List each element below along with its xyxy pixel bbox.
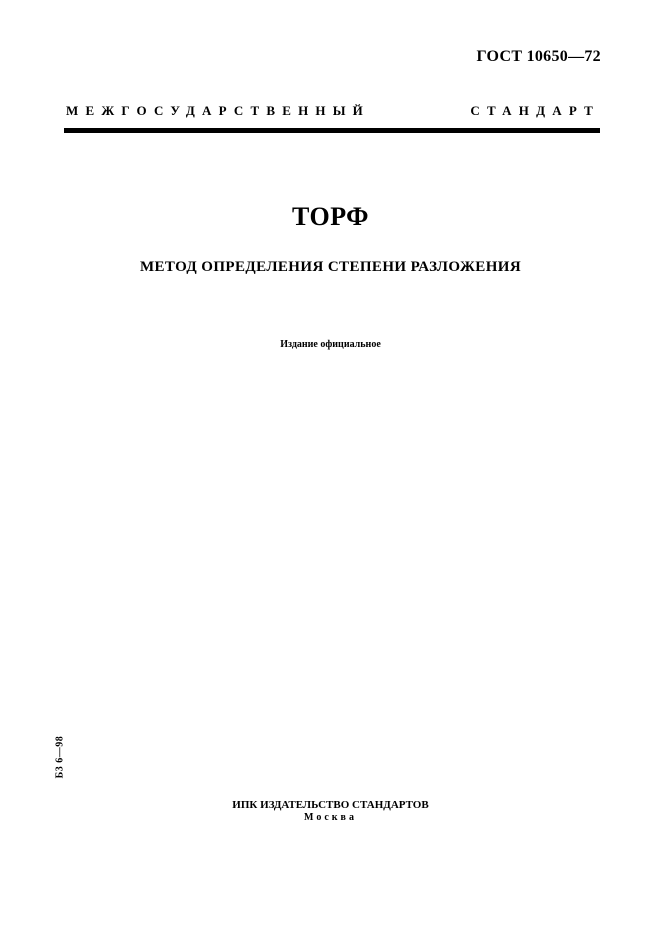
header-divider [64,128,600,133]
document-title: ТОРФ [292,202,369,231]
edition-note: Издание официальное [280,339,381,350]
standard-header [66,103,600,119]
publisher-name: ИПК ИЗДАТЕЛЬСТВО СТАНДАРТОВ [232,799,429,811]
side-code: Б3 6—98 [54,735,66,779]
gost-number: ГОСТ 10650—72 [476,48,601,65]
standard-header-word-2: СТАНДАРТ [470,103,600,118]
publisher-city: Москва [304,812,357,823]
standard-header-word-1: МЕЖГОСУДАРСТВЕННЫЙ [66,103,370,118]
document-subtitle: МЕТОД ОПРЕДЕЛЕНИЯ СТЕПЕНИ РАЗЛОЖЕНИЯ [139,259,522,275]
